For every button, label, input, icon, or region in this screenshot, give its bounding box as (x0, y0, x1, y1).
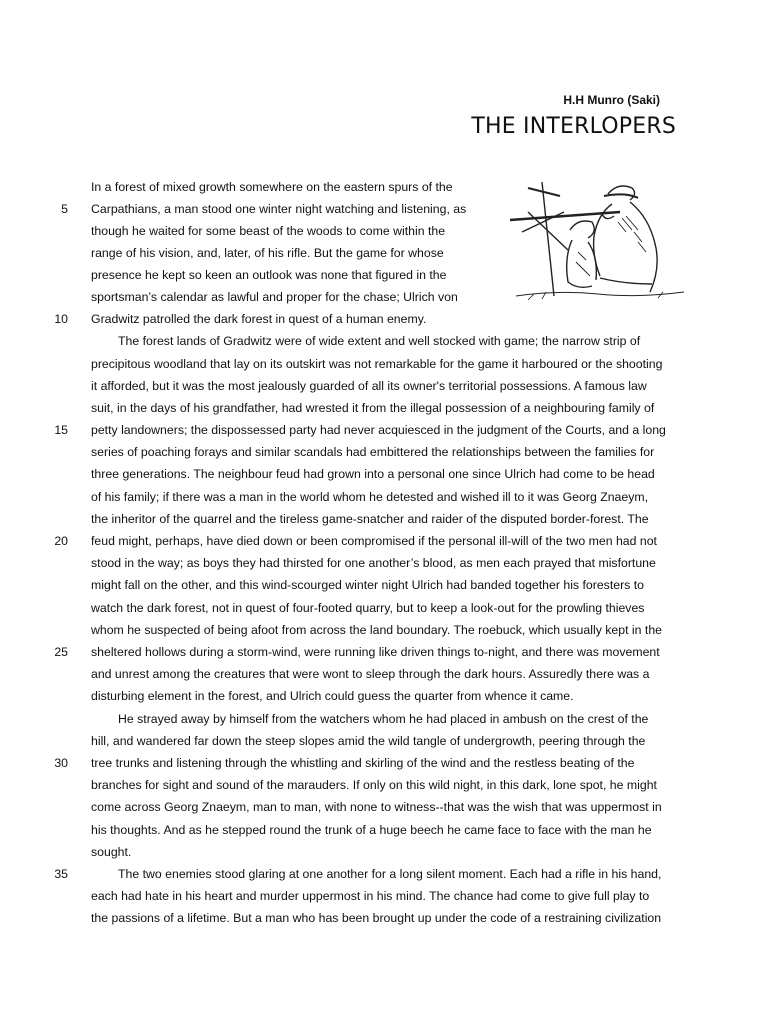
text-line: three generations. The neighbour feud had grown into a personal one since Ulrich had come to be head (91, 467, 655, 481)
line-number: 25 (54, 645, 68, 659)
line-number: 35 (54, 867, 68, 881)
text-line: He strayed away by himself from the watchers whom he had placed in ambush on the crest of the (118, 712, 649, 726)
text-line: hill, and wandered far down the steep slopes amid the wild tangle of undergrowth, peering through the (91, 734, 646, 748)
text-line: the passions of a lifetime. But a man who has been brought up under the code of a restraining civilization (91, 911, 662, 925)
story-title: THE INTERLOPERS (471, 114, 676, 139)
line-number: 5 (61, 202, 68, 216)
text-line: his thoughts. And as he stepped round the trunk of a huge beech he came face to face with the man he (91, 823, 652, 837)
text-line: presence he kept so keen an outlook was none that figured in the (91, 268, 447, 282)
text-line: In a forest of mixed growth somewhere on the eastern spurs of the (91, 180, 453, 194)
text-line: Gradwitz patrolled the dark forest in quest of a human enemy. (91, 312, 427, 326)
text-line: series of poaching forays and similar scandals had embittered the relationships between the families for (91, 445, 655, 459)
text-line: and unrest among the creatures that were wont to sleep through the dark hours. Assuredly there was a (91, 667, 650, 681)
line-number: 20 (54, 534, 68, 548)
line-number: 10 (54, 312, 68, 326)
text-line: sportsman’s calendar as lawful and proper for the chase; Ulrich von (91, 290, 458, 304)
text-line: of his family; if there was a man in the world whom he detested and wished ill to it was Georg Znaeym, (91, 490, 649, 504)
text-line: feud might, perhaps, have died down or been compromised if the personal ill-will of the two men had not (91, 534, 657, 548)
text-line: might fall on the other, and this wind-scourged winter night Ulrich had banded together his foresters to (91, 578, 644, 592)
text-line: Carpathians, a man stood one winter night watching and listening, as (91, 202, 467, 216)
text-line: stood in the way; as boys they had thirsted for one another’s blood, as men each prayed that misfortune (91, 556, 656, 570)
text-line: range of his vision, and, later, of his rifle. But the game for whose (91, 246, 444, 260)
text-line: tree trunks and listening through the whistling and skirling of the wind and the restless beating of the (91, 756, 635, 770)
text-line: precipitous woodland that lay on its outskirt was not remarkable for the game it harboured or the shooting (91, 357, 663, 371)
text-line: The forest lands of Gradwitz were of wide extent and well stocked with game; the narrow strip of (118, 334, 641, 348)
text-line: disturbing element in the forest, and Ulrich could guess the quarter from whence it came. (91, 689, 574, 703)
text-line: suit, in the days of his grandfather, had wrested it from the illegal possession of a neighbouring family of (91, 401, 655, 415)
line-number: 30 (54, 756, 68, 770)
text-line: come across Georg Znaeym, man to man, with none to witness--that was the wish that was uppermost in (91, 800, 662, 814)
hunters-with-rifle-sketch-icon (508, 172, 686, 304)
text-line: the inheritor of the quarrel and the tireless game-snatcher and raider of the disputed border-forest. The (91, 512, 649, 526)
text-line: petty landowners; the dispossessed party had never acquiesced in the judgment of the Courts, and a long (91, 423, 666, 437)
text-line: though he waited for some beast of the woods to come within the (91, 224, 446, 238)
text-line: The two enemies stood glaring at one another for a long silent moment. Each had a rifle in his hand, (118, 867, 662, 881)
text-line: whom he suspected of being afoot from across the land boundary. The roebuck, which usually kept in the (91, 623, 663, 637)
text-line: each had hate in his heart and murder uppermost in his mind. The chance had come to give full play to (91, 889, 650, 903)
text-line: sought. (91, 845, 132, 859)
author-name: H.H Munro (Saki) (563, 93, 660, 107)
text-line: it afforded, but it was the most jealously guarded of all its owner's territorial possessions. A famous law (91, 379, 647, 393)
line-number: 15 (54, 423, 68, 437)
text-line: branches for sight and sound of the marauders. If only on this wild night, in this dark, lone spot, he might (91, 778, 657, 792)
text-line: watch the dark forest, not in quest of four-footed quarry, but to keep a look-out for the prowling thieves (91, 601, 645, 615)
text-line: sheltered hollows during a storm-wind, were running like driven things to-night, and there was movement (91, 645, 660, 659)
